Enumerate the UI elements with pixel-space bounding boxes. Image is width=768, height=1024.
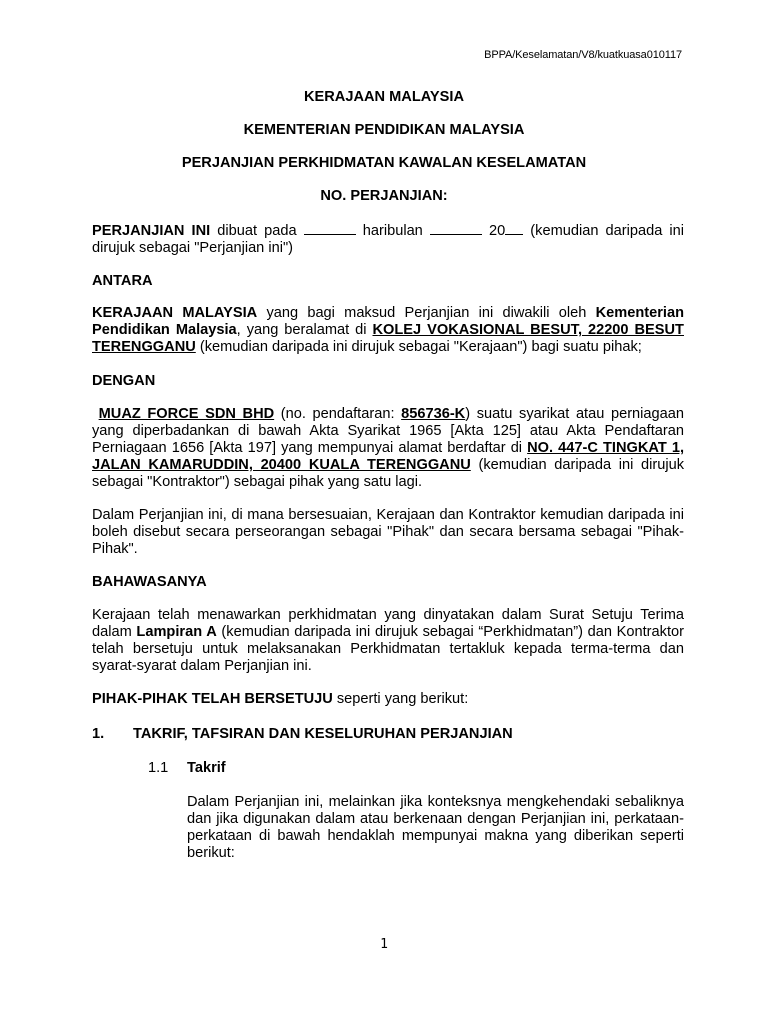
agreement-lead: PERJANJIAN INI xyxy=(92,223,211,239)
heading-bahawasanya: BAHAWASANYA xyxy=(92,574,207,590)
paragraph-parties-definition: Dalam Perjanjian ini, di mana bersesuaian, Kerajaan dan Kontraktor kemudian daripada ini boleh disebut secara perseorangan sebagai "Pihak" dan secara bersama sebagai "Pihak-Pihak". xyxy=(92,507,684,557)
contractor-address: NO. 447-C TINGKAT 1, JALAN KAMARUDDIN, 20400 KUALA TERENGGANU xyxy=(92,440,685,473)
party-name: KERAJAAN MALAYSIA xyxy=(92,305,258,321)
agreed-lead: PIHAK-PIHAK TELAH BERSETUJU xyxy=(92,691,333,707)
page-number: 1 xyxy=(380,937,388,952)
paragraph-whereas xyxy=(92,607,684,675)
company-name: MUAZ FORCE SDN BHD xyxy=(98,406,275,422)
text: (kemudian daripada ini dirujuk sebagai "Kontraktor") sebagai pihak yang satu lagi. xyxy=(92,457,684,490)
section-1-title: TAKRIF, TAFSIRAN DAN KESELURUHAN PERJANJIAN xyxy=(133,726,513,742)
text: , yang beralamat di xyxy=(236,322,373,338)
text: Kerajaan telah menawarkan perkhidmatan yang dinyatakan dalam Surat Setuju Terima dalam xyxy=(92,607,684,640)
paragraph-agreed xyxy=(92,691,684,708)
title-ministry: KEMENTERIAN PENDIDIKAN MALAYSIA xyxy=(243,122,525,138)
lampiran-reference: Lampiran A xyxy=(136,624,217,640)
text: 20 xyxy=(481,223,506,239)
title-agreement: PERJANJIAN PERKHIDMATAN KAWALAN KESELAMATAN xyxy=(181,155,587,171)
blank-month xyxy=(430,222,482,235)
text: (no. pendaftaran: xyxy=(274,406,402,422)
government-address: KOLEJ VOKASIONAL BESUT, 22200 BESUT TERENGGANU xyxy=(92,322,684,355)
ministry-name: Kementerian Pendidikan Malaysia xyxy=(92,305,685,338)
paragraph-contractor-party xyxy=(92,406,684,491)
text: seperti yang berikut: xyxy=(332,691,469,707)
text: yang bagi maksud Perjanjian ini diwakili oleh xyxy=(257,305,596,321)
paragraph-government-party xyxy=(92,305,684,356)
title-agreement-number: NO. PERJANJIAN: xyxy=(320,188,448,204)
paragraph-definitions-intro: Dalam Perjanjian ini, melainkan jika konteksnya mengkehendaki sebaliknya dan jika digunakan dalam atau berkenaan dengan Perjanjian ini, perkataan-perkataan di bawah hendaklah mempunyai makna yang diberikan seperti berikut: xyxy=(187,794,684,861)
subsection-1-1-number: 1.1 xyxy=(148,760,169,776)
blank-year xyxy=(505,222,523,235)
text: dibuat pada xyxy=(210,223,304,239)
text: (kemudian daripada ini dirujuk sebagai "Kerajaan") bagi suatu pihak; xyxy=(195,339,642,355)
text: (kemudian daripada ini dirujuk sebagai "Perjanjian ini") xyxy=(92,223,685,256)
text: haribulan xyxy=(355,223,430,239)
paragraph-preamble xyxy=(92,222,684,257)
text: (kemudian daripada ini dirujuk sebagai “Perkhidmatan”) dan Kontraktor telah bersetuju untuk melaksanakan Perkhidmatan tertakluk kepada terma-terma dan syarat-syarat dalam Perjanjian ini. xyxy=(92,624,684,674)
text: ) suatu syarikat atau perniagaan yang diperbadankan di bawah Akta Syarikat 1965 [Akta 125] atau Akta Pendaftaran Perniagaan 1656 [Akta 197] yang mempunyai alamat berdaftar di xyxy=(92,406,684,456)
title-government: KERAJAAN MALAYSIA xyxy=(303,89,464,105)
heading-antara: ANTARA xyxy=(92,273,153,289)
blank-day xyxy=(304,222,356,235)
section-1-number: 1. xyxy=(92,726,105,742)
subsection-1-1-title: Takrif xyxy=(187,760,226,776)
registration-number: 856736-K xyxy=(401,406,466,422)
document-reference: BPPA/Keselamatan/V8/kuatkuasa010117 xyxy=(484,49,682,61)
heading-dengan: DENGAN xyxy=(92,373,156,389)
